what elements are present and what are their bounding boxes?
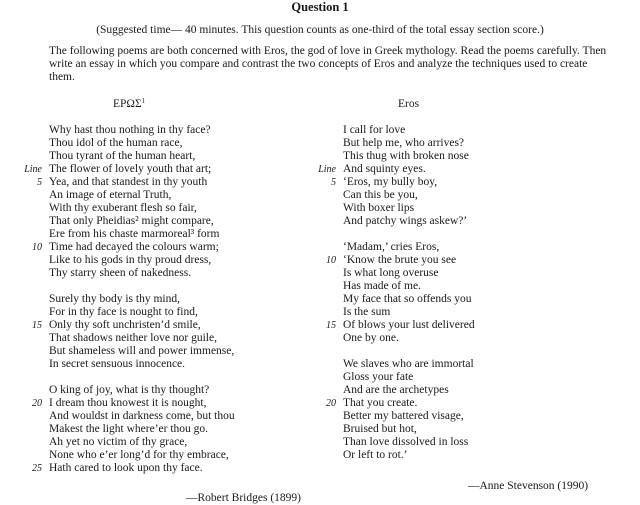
poem2-line: Bruised but hot,: [343, 423, 417, 435]
question-prompt: The following poems are both concerned with Eros, the god of love in Greek mythology. Read the poems carefully. Then write an essay in which you compare and contrast the two concepts of Eros and analyze the techniques used to create them.: [49, 45, 607, 83]
poem1-attribution: —Robert Bridges (1899): [186, 492, 301, 504]
poem1-line: That shadows neither love nor guile,: [49, 332, 217, 344]
poem2-line: Or left to rot.’: [343, 449, 408, 461]
poem1-line: Like to his gods in thy proud dress,: [49, 254, 212, 266]
line-number: 20: [32, 398, 42, 409]
poem2-line: With boxer lips: [343, 202, 415, 214]
poem1-title: [113, 97, 145, 111]
poem2-line: And patchy wings askew?’: [343, 215, 468, 227]
line-number: 5: [37, 177, 42, 188]
line-number: 20: [326, 398, 336, 409]
poem1-line: Only thy soft unchristen’d smile,: [49, 319, 201, 331]
poem2-line: Can this be you,: [343, 189, 418, 201]
poem1-line: Why hast thou nothing in thy face?: [49, 124, 211, 136]
poem2-line: Has made of me.: [343, 280, 421, 292]
poem1-line: An image of eternal Truth,: [49, 189, 172, 201]
poem1-line: Ere from his chaste marmoreal³ form: [49, 228, 220, 240]
poem1-line: The flower of lovely youth that art;: [49, 163, 212, 175]
line-number: 15: [32, 320, 42, 331]
line-number: 15: [326, 320, 336, 331]
poem2-line: Better my battered visage,: [343, 410, 464, 422]
poem1-line: None who e’er long’d for thy embrace,: [49, 449, 229, 461]
poem2-line: But help me, who arrives?: [343, 137, 465, 149]
line-number: 25: [32, 463, 42, 474]
poem2-line: ‘Know the brute you see: [343, 254, 457, 266]
line-number: 10: [326, 255, 336, 266]
poem1-line: Hath cared to look upon thy face.: [49, 462, 203, 474]
poem2-line: This thug with broken nose: [343, 150, 469, 162]
poem1-line: With thy exuberant flesh so fair,: [49, 202, 197, 214]
poem2-line: My face that so offends you: [343, 293, 472, 305]
poem2-line: ‘Madam,’ cries Eros,: [343, 241, 440, 253]
poem1-title-footnote-mark: 1: [141, 97, 146, 105]
poem1-line: Yea, and that standest in thy youth: [49, 176, 208, 188]
poem1-title-text: ΕΡΩΣ: [113, 98, 142, 110]
poem1-line: Makest the light where’er thou go.: [49, 423, 209, 435]
poem2-line: Is the sum: [343, 306, 391, 318]
poem1-line: Time had decayed the colours warm;: [49, 241, 219, 253]
poem1-line: Thou idol of the human race,: [49, 137, 183, 149]
poem1-line: Thou tyrant of the human heart,: [49, 150, 196, 162]
line-label: Line: [318, 164, 336, 175]
poem1-line: And wouldst in darkness come, but thou: [49, 410, 235, 422]
poem1-line: But shameless will and power immense,: [49, 345, 235, 357]
poem2-title: Eros: [398, 98, 420, 110]
suggested-time-note: (Suggested time— 40 minutes. This question counts as one-third of the total essay section score.): [96, 24, 544, 36]
poem1-line: That only Pheidias² might compare,: [49, 215, 214, 227]
poem2-line: That you create.: [343, 397, 418, 409]
poem2-line: One by one.: [343, 332, 399, 344]
poem2-line: Is what long overuse: [343, 267, 439, 279]
poem2-line: I call for love: [343, 124, 406, 136]
line-number: 5: [331, 177, 336, 188]
question-title: Question 1: [291, 0, 349, 14]
poem1-line: O king of joy, what is thy thought?: [49, 384, 210, 396]
poem2-attribution: —Anne Stevenson (1990): [468, 480, 589, 492]
poem1-line: Surely thy body is thy mind,: [49, 293, 180, 305]
poem2-line: Gloss your fate: [343, 371, 414, 383]
line-label: Line: [24, 164, 42, 175]
poem2-line: ‘Eros, my bully boy,: [343, 176, 438, 188]
poem2-line: Than love dissolved in loss: [343, 436, 469, 448]
line-number: 10: [32, 242, 42, 253]
poem1-line: I dream thou knowest it is nought,: [49, 397, 207, 409]
poem2-line: And squinty eyes.: [343, 163, 426, 175]
poem2-line: We slaves who are immortal: [343, 358, 474, 370]
poem1-line: Thy starry sheen of nakedness.: [49, 267, 192, 279]
poem2-line: Of blows your lust delivered: [343, 319, 475, 331]
poem2-line: And are the archetypes: [343, 384, 449, 396]
poem1-line: In secret sensuous innocence.: [49, 358, 186, 370]
poem1-line: Ah yet no victim of thy grace,: [49, 436, 188, 448]
poem1-line: For in thy face is nought to find,: [49, 306, 198, 318]
